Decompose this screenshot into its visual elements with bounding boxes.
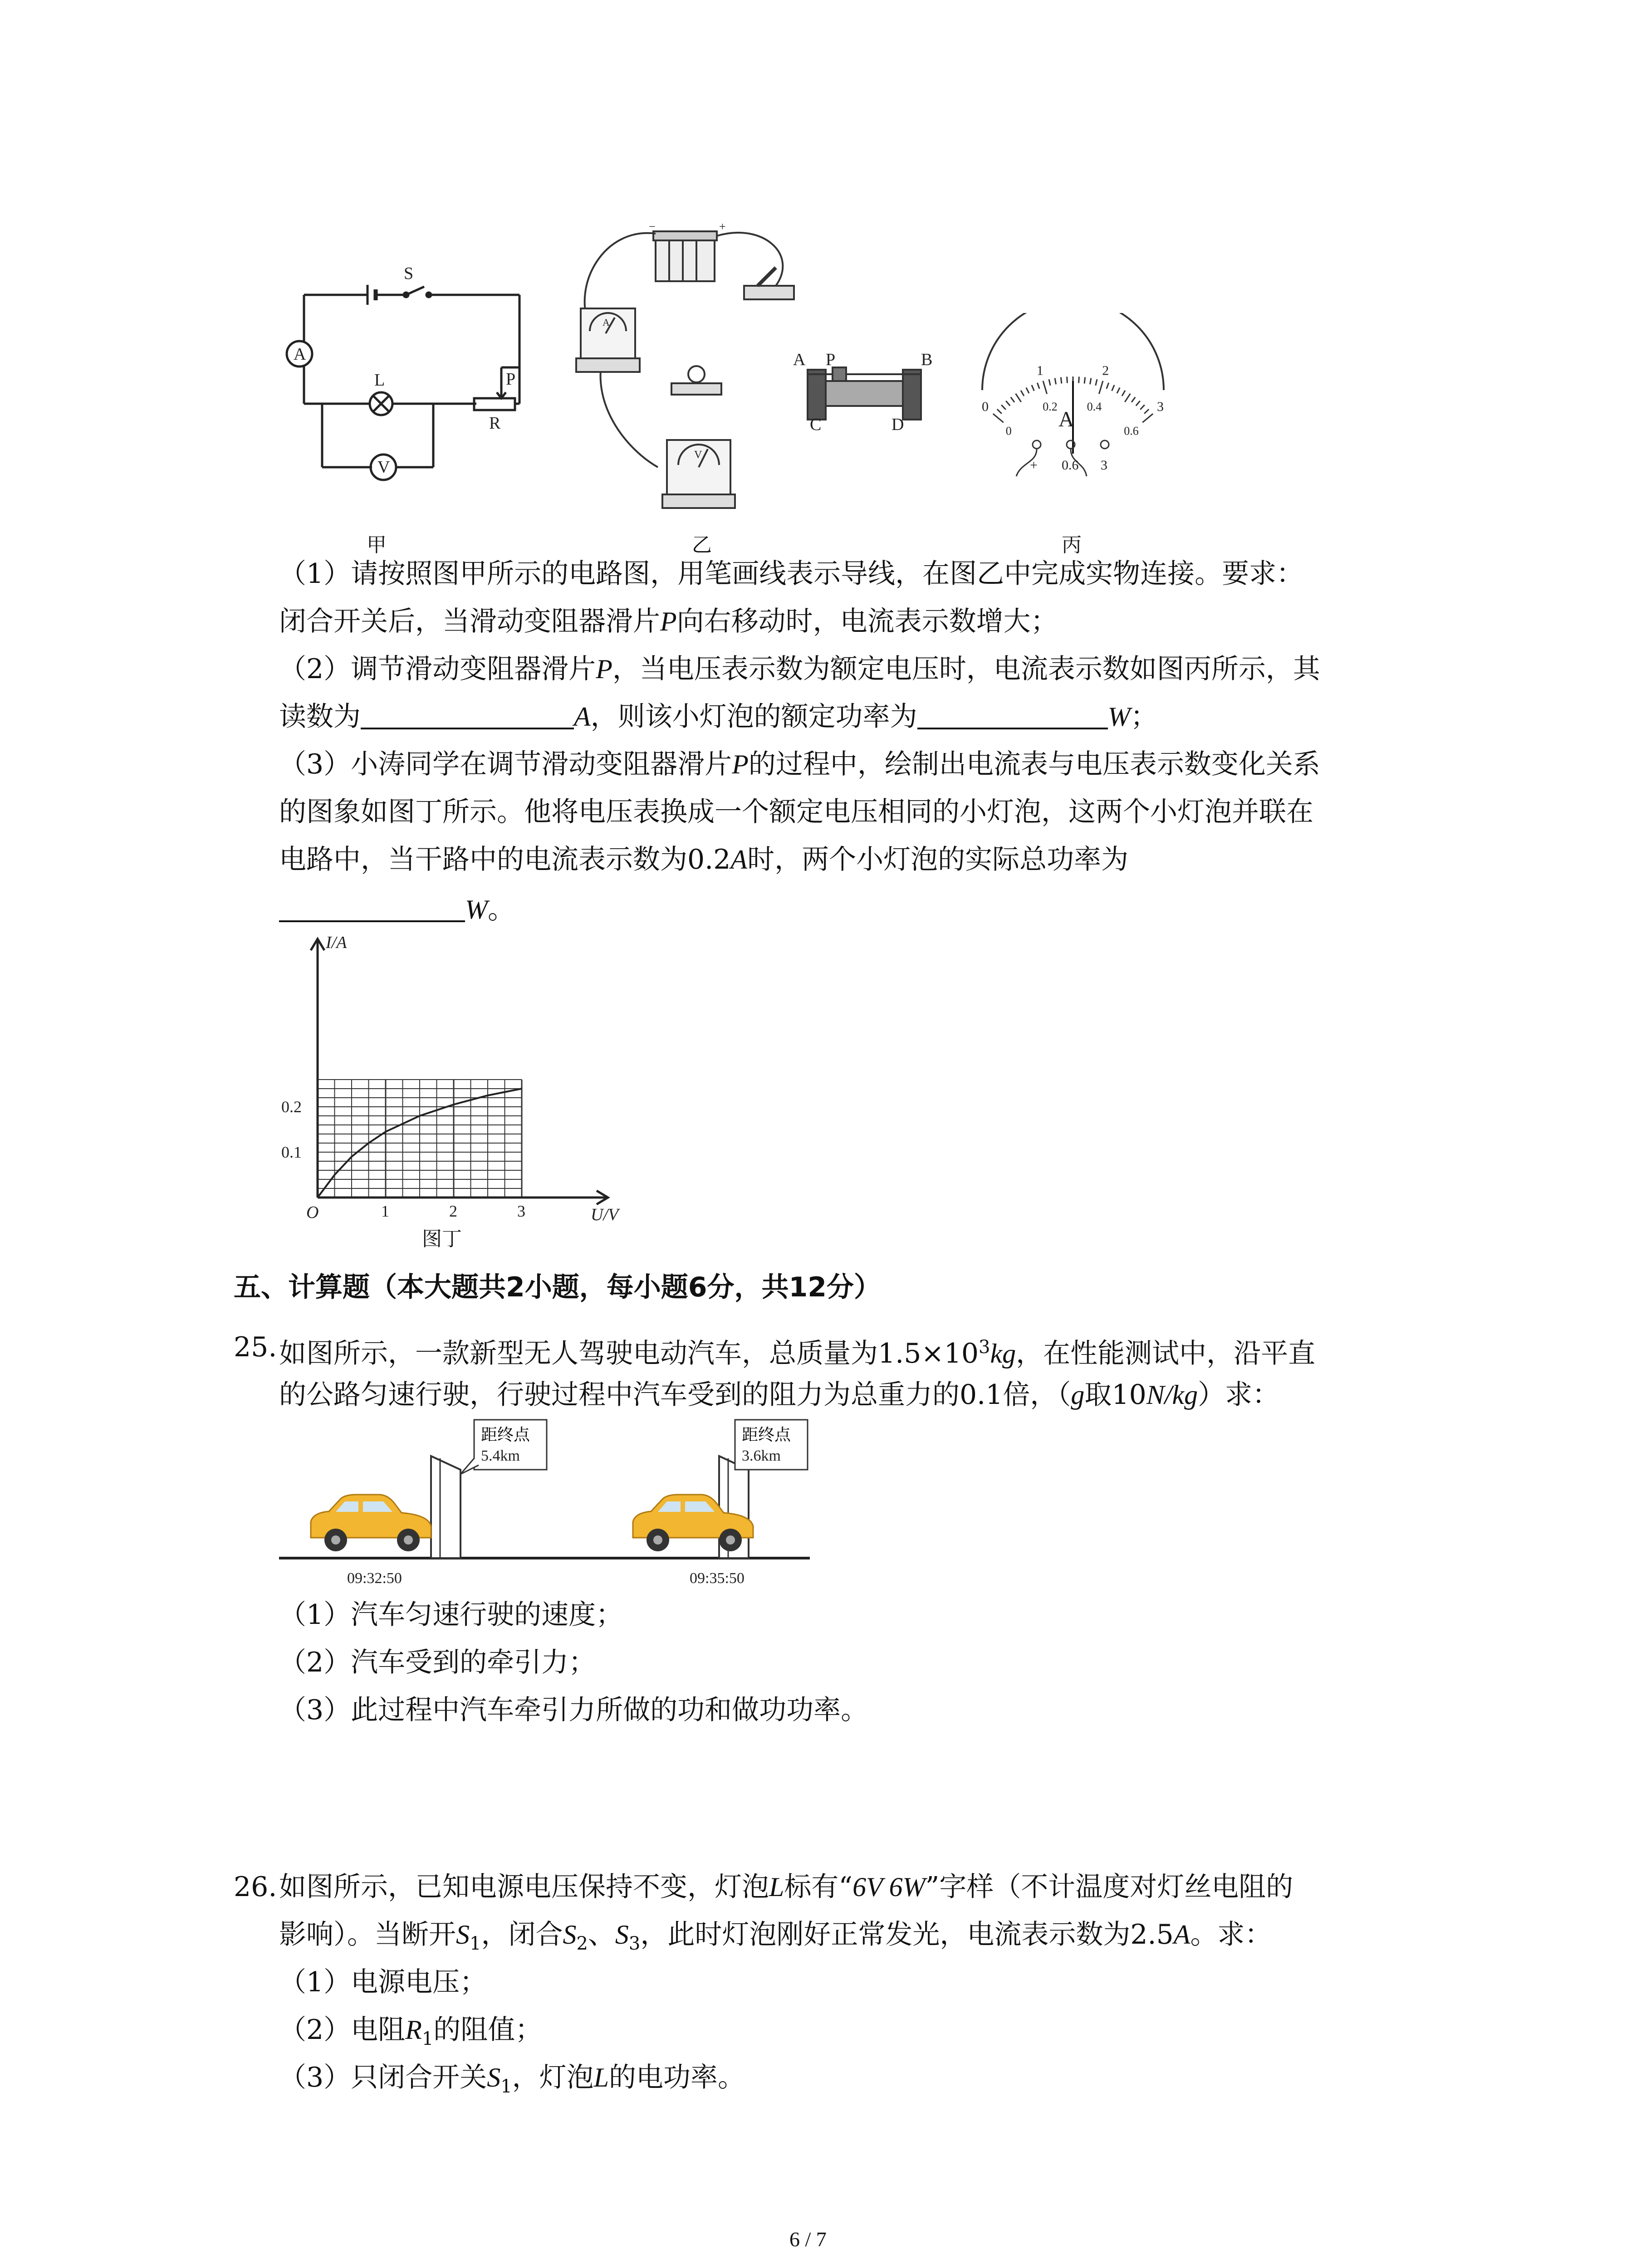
dial-tick bbox=[1043, 381, 1047, 394]
voltmeter-label: V bbox=[377, 458, 390, 477]
q26-line1: 如图所示，已知电源电压保持不变，灯泡L标有“6V 6W”字样（不计温度对灯丝电阻的 bbox=[279, 1871, 1293, 1903]
car-1 bbox=[311, 1495, 431, 1551]
q24-part3-line3: 电路中，当干路中的电流表示数为0.2A时，两个小灯泡的实际总功率为 bbox=[279, 844, 1129, 875]
dial-tick bbox=[1132, 397, 1135, 402]
q26-line2: 影响）。当断开$S_1$，闭合$S_2$、$S_3$，此时灯泡刚好正常发光，电流表示数为2.5A。求： bbox=[279, 1919, 1272, 1954]
y-tick-label: 0.2 bbox=[281, 1098, 302, 1116]
y-tick-label: 0.1 bbox=[281, 1143, 302, 1161]
dial-minor-label: 0.4 bbox=[1087, 400, 1102, 414]
caption-jia: 甲 bbox=[367, 533, 387, 557]
dial-tick bbox=[1117, 388, 1120, 394]
battery-plus-label: + bbox=[719, 220, 726, 233]
sign2-distance: 3.6km bbox=[742, 1447, 781, 1464]
terminal-b-label: B bbox=[921, 350, 933, 369]
distance-sign-1 bbox=[431, 1420, 547, 1558]
car-road-figure bbox=[279, 1415, 814, 1597]
voltmeter-face-label: V bbox=[694, 449, 702, 461]
iu-graph-ding bbox=[272, 925, 635, 1225]
answer-blank-current[interactable] bbox=[361, 700, 574, 729]
q26-sub2: （2）电阻$R_1$的阻值； bbox=[279, 2014, 543, 2049]
caption-yi: 乙 bbox=[692, 533, 712, 557]
x-tick-label: 1 bbox=[381, 1202, 389, 1220]
rheostat-device bbox=[789, 349, 939, 431]
q25-sub3: （3）此过程中汽车牵引力所做的功和做功功率。 bbox=[279, 1694, 868, 1726]
dial-tick bbox=[1084, 377, 1085, 384]
dial-tick bbox=[1011, 397, 1014, 402]
dial-tick bbox=[1099, 381, 1103, 394]
dial-tick bbox=[1016, 394, 1021, 402]
dial-tick bbox=[1144, 409, 1149, 414]
dial-minor-label: 0 bbox=[1005, 424, 1012, 438]
battery-minus-label: − bbox=[649, 220, 656, 233]
terminal-d-label: D bbox=[892, 415, 904, 431]
dial-tick bbox=[1090, 378, 1091, 385]
page-number: 6 / 7 bbox=[789, 2228, 827, 2251]
switch-label: S bbox=[404, 264, 414, 283]
dial-tick bbox=[1032, 385, 1034, 391]
circuit-diagram-jia bbox=[272, 254, 535, 508]
lamp-label: L bbox=[374, 371, 385, 390]
dial-major-label: 0 bbox=[982, 399, 989, 414]
dial-tick bbox=[1055, 378, 1056, 385]
q25-sub2: （2）汽车受到的牵引力； bbox=[279, 1647, 596, 1678]
q24-part3-line2: 的图象如图丁所示。他将电压表换成一个额定电压相同的小灯泡，这两个小灯泡并联在 bbox=[279, 796, 1313, 828]
q24-part3-line1: （3）小涛同学在调节滑动变阻器滑片P的过程中，绘制出电流表与电压表示数变化关系 bbox=[279, 748, 1320, 780]
q25-sub1: （1）汽车匀速行驶的速度； bbox=[279, 1599, 623, 1631]
q26-number: 26. bbox=[234, 1871, 277, 1903]
answer-blank-power[interactable] bbox=[917, 700, 1108, 729]
sign1-title: 距终点 bbox=[481, 1426, 530, 1444]
section5-title: 五、计算题（本大题共2小题，每小题6分，共12分） bbox=[234, 1271, 881, 1303]
q25-line1: 如图所示，一款新型无人驾驶电动汽车，总质量为$1.5\times 10^3kg$，在性能测试中，沿平直 bbox=[279, 1337, 1316, 1369]
dial-major-label: 3 bbox=[1157, 399, 1164, 414]
dial-major-label: 2 bbox=[1102, 363, 1109, 378]
dial-tick bbox=[1021, 391, 1024, 396]
dial-tick bbox=[1140, 405, 1145, 410]
dial-tick bbox=[1026, 388, 1029, 394]
dial-tick bbox=[1136, 401, 1140, 406]
terminal-0-6: 0.6 bbox=[1062, 458, 1079, 473]
dial-unit-label: A bbox=[1058, 407, 1074, 431]
slider-label: P bbox=[506, 370, 516, 389]
caption-ding: 图丁 bbox=[422, 1227, 462, 1251]
dial-tick bbox=[1112, 385, 1115, 391]
q25-line2: 的公路匀速行驶，行驶过程中汽车受到的阻力为总重力的0.1倍，（g取10N/kg）求： bbox=[279, 1379, 1280, 1411]
y-axis-label: I/A bbox=[326, 933, 347, 952]
origin-label: O bbox=[306, 1203, 319, 1222]
dial-minor-label: 0.2 bbox=[1043, 400, 1058, 414]
dial-tick bbox=[1122, 391, 1125, 396]
rheostat-label: R bbox=[489, 414, 501, 433]
ammeter-label: A bbox=[294, 345, 306, 364]
caption-bing: 丙 bbox=[1062, 533, 1082, 557]
sign2-title: 距终点 bbox=[742, 1426, 791, 1444]
dial-tick bbox=[993, 414, 1004, 422]
dial-major-label: 1 bbox=[1036, 363, 1043, 378]
ammeter-face-label: A bbox=[603, 317, 610, 328]
dial-tick bbox=[1061, 377, 1062, 384]
terminal-plus: + bbox=[1030, 458, 1038, 473]
terminal-p-label: P bbox=[826, 350, 836, 369]
dial-tick bbox=[997, 409, 1002, 414]
time-1: 09:32:50 bbox=[347, 1570, 402, 1587]
x-axis-label: U/V bbox=[591, 1205, 619, 1224]
terminal-3: 3 bbox=[1101, 458, 1107, 473]
q24-part2-line1: （2）调节滑动变阻器滑片P，当电压表示数为额定电压时，电流表示数如图丙所示，其 bbox=[279, 653, 1320, 685]
sign1-distance: 5.4km bbox=[481, 1447, 520, 1464]
ammeter-dial-bing bbox=[948, 313, 1193, 499]
dial-tick bbox=[1107, 383, 1109, 389]
q26-sub3: （3）只闭合开关$S_1$，灯泡L的电功率。 bbox=[279, 2062, 745, 2097]
dial-minor-label: 0.6 bbox=[1124, 424, 1139, 438]
dial-tick bbox=[1001, 405, 1006, 410]
answer-blank-total-power[interactable] bbox=[279, 893, 465, 922]
q24-part1-line2: 闭合开关后，当滑动变阻器滑片P向右移动时，电流表示数增大； bbox=[279, 606, 1058, 637]
terminal-c-label: C bbox=[810, 415, 822, 431]
dial-tick bbox=[1142, 414, 1153, 422]
q25-number: 25. bbox=[234, 1331, 277, 1363]
dial-tick bbox=[1125, 394, 1130, 402]
q24-part1-line1: （1）请按照图甲所示的电路图，用笔画线表示导线，在图乙中完成实物连接。要求： bbox=[279, 558, 1304, 590]
dial-tick bbox=[1067, 376, 1068, 383]
q24-part3-line4: W。 bbox=[279, 891, 1459, 928]
x-tick-label: 3 bbox=[517, 1202, 525, 1220]
q24-part2-line2: 读数为 A，则该小灯泡的额定功率为 W； bbox=[279, 701, 1158, 733]
q26-sub1: （1）电源电压； bbox=[279, 1966, 487, 1998]
time-2: 09:35:50 bbox=[690, 1570, 745, 1587]
x-tick-label: 2 bbox=[449, 1202, 457, 1220]
dial-tick bbox=[1006, 401, 1010, 406]
dial-tick bbox=[1096, 379, 1097, 386]
dial-tick bbox=[1049, 379, 1050, 386]
dial-tick bbox=[1037, 383, 1039, 389]
terminal-a-label: A bbox=[793, 350, 806, 369]
